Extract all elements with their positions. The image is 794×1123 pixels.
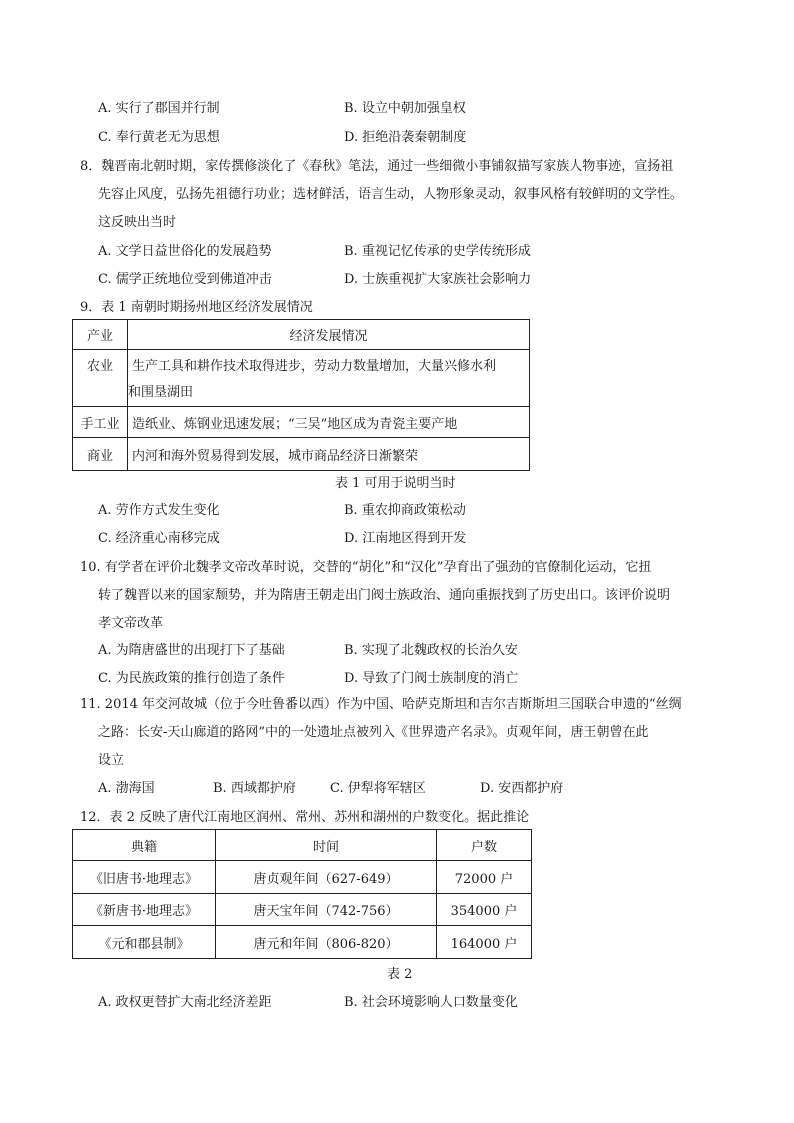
table-1-situation-cell: 内河和海外贸易得到发展，城市商品经济日渐繁荣 [128, 438, 530, 471]
table-1 [72, 319, 530, 471]
table-2-time-cell: 唐元和年间（806-820） [216, 926, 437, 959]
table-row [73, 350, 530, 407]
table-1-situation-cell [128, 350, 530, 407]
table-1-sector-cell: 商业 [73, 438, 128, 471]
q10-option-a[interactable]: A. 为隋唐盛世的出现打下了基础 [98, 643, 285, 658]
table-2-caption: 表 2 [387, 967, 413, 982]
q11-option-d[interactable]: D. 安西都护府 [480, 781, 564, 796]
table-2-source-cell: 《旧唐书·地理志》 [73, 861, 216, 894]
q7-option-a[interactable]: A. 实行了郡国并行制 [98, 101, 220, 116]
q10-option-c[interactable]: C. 为民族政策的推行创造了条件 [98, 671, 285, 686]
table-2-header-row [73, 830, 532, 861]
q9-option-b[interactable]: B. 重农抑商政策松动 [344, 503, 466, 518]
table-1-sector-cell: 手工业 [73, 407, 128, 438]
q9-option-d[interactable]: D. 江南地区得到开发 [344, 531, 467, 546]
q7-option-c[interactable]: C. 奉行黄老无为思想 [98, 130, 220, 145]
table-2-time-cell: 唐贞观年间（627-649） [216, 861, 437, 894]
q9-stem: 9．表 1 南朝时期扬州地区经济发展情况 [80, 300, 313, 315]
q11-option-c[interactable]: C. 伊犁将军辖区 [330, 781, 426, 796]
q8-option-a[interactable]: A. 文学日益世俗化的发展趋势 [98, 244, 272, 259]
q8-stem-line-3: 这反映出当时 [98, 215, 177, 230]
table-1-header-situation: 经济发展情况 [128, 320, 530, 350]
q7-option-b[interactable]: B. 设立中朝加强皇权 [344, 101, 466, 116]
q8-option-c[interactable]: C. 儒学正统地位受到佛道冲击 [98, 272, 272, 287]
q10-option-d[interactable]: D. 导致了门阀士族制度的消亡 [344, 671, 519, 686]
q9-option-a[interactable]: A. 劳作方式发生变化 [98, 503, 220, 518]
q8-stem-line-2: 先容止风度，弘扬先祖德行功业；选材鲜活，语言生动，人物形象灵动，叙事风格有较鲜明的文学性。 [98, 187, 684, 202]
q8-stem-line-1: 8．魏晋南北朝时期，家传撰修淡化了《春秋》笔法，通过一些细微小事铺叙描写家族人物事迹，宣扬祖 [80, 159, 674, 174]
q11-option-a[interactable]: A. 渤海国 [98, 781, 155, 796]
table-row [73, 894, 532, 926]
q11-option-b[interactable]: B. 西域都护府 [213, 781, 296, 796]
table-2 [72, 829, 532, 959]
table-1-situation-cell: 造纸业、炼钢业迅速发展；“三吴”地区成为青瓷主要产地 [128, 407, 530, 438]
q7-option-d[interactable]: D. 拒绝沿袭秦朝制度 [344, 130, 467, 145]
table-1-situation-line: 和围垦湖田 [128, 385, 194, 400]
q9-option-c[interactable]: C. 经济重心南移完成 [98, 531, 220, 546]
table-2-header-source: 典籍 [73, 830, 216, 861]
table-row [73, 926, 532, 959]
table-1-caption: 表 1 可用于说明当时 [335, 476, 456, 491]
q12-option-b[interactable]: B. 社会环境影响人口数量变化 [344, 995, 518, 1010]
q11-stem-line-2: 之路：长安-天山廊道的路网”中的一处遗址点被列入《世界遗产名录》。贞观年间，唐王朝曾在此 [98, 725, 649, 740]
q10-stem-line-2: 转了魏晋以来的国家颓势，并为隋唐王朝走出门阀士族政治、通向重振找到了历史出口。该评价说明 [98, 588, 671, 603]
q11-stem-line-3: 设立 [98, 753, 125, 768]
table-2-households-cell: 354000 户 [437, 894, 532, 926]
table-row [73, 861, 532, 894]
table-2-households-cell: 72000 户 [437, 861, 532, 894]
q12-option-a[interactable]: A. 政权更替扩大南北经济差距 [98, 995, 272, 1010]
table-1-sector-cell: 农业 [73, 350, 128, 407]
table-2-time-cell: 唐天宝年间（742-756） [216, 894, 437, 926]
table-1-header-sector: 产业 [73, 320, 128, 350]
table-row [73, 438, 530, 471]
table-2-header-time: 时间 [216, 830, 437, 861]
q11-stem-line-1: 11. 2014 年交河故城（位于今吐鲁番以西）作为中国、哈萨克斯坦和吉尔吉斯斯坦三国联合申遗的“丝绸 [80, 697, 682, 712]
table-2-households-cell: 164000 户 [437, 926, 532, 959]
table-2-header-households: 户数 [437, 830, 532, 861]
table-1-header-row [73, 320, 530, 350]
q12-stem: 12．表 2 反映了唐代江南地区润州、常州、苏州和湖州的户数变化。据此推论 [80, 810, 530, 825]
table-row [73, 407, 530, 438]
q10-stem-line-3: 孝文帝改革 [98, 616, 164, 631]
q10-stem-line-1: 10. 有学者在评价北魏孝文帝改革时说，交替的“胡化”和“汉化”孕育出了强劲的官僚制化运动，它扭 [80, 560, 652, 575]
table-1-situation-line: 生产工具和耕作技术取得进步，劳动力数量增加，大量兴修水利 [132, 359, 497, 374]
table-2-source-cell: 《新唐书·地理志》 [73, 894, 216, 926]
q8-option-d[interactable]: D. 士族重视扩大家族社会影响力 [344, 272, 532, 287]
q10-option-b[interactable]: B. 实现了北魏政权的长治久安 [344, 643, 518, 658]
q8-option-b[interactable]: B. 重视记忆传承的史学传统形成 [344, 244, 531, 259]
table-2-source-cell: 《元和郡县制》 [73, 926, 216, 959]
